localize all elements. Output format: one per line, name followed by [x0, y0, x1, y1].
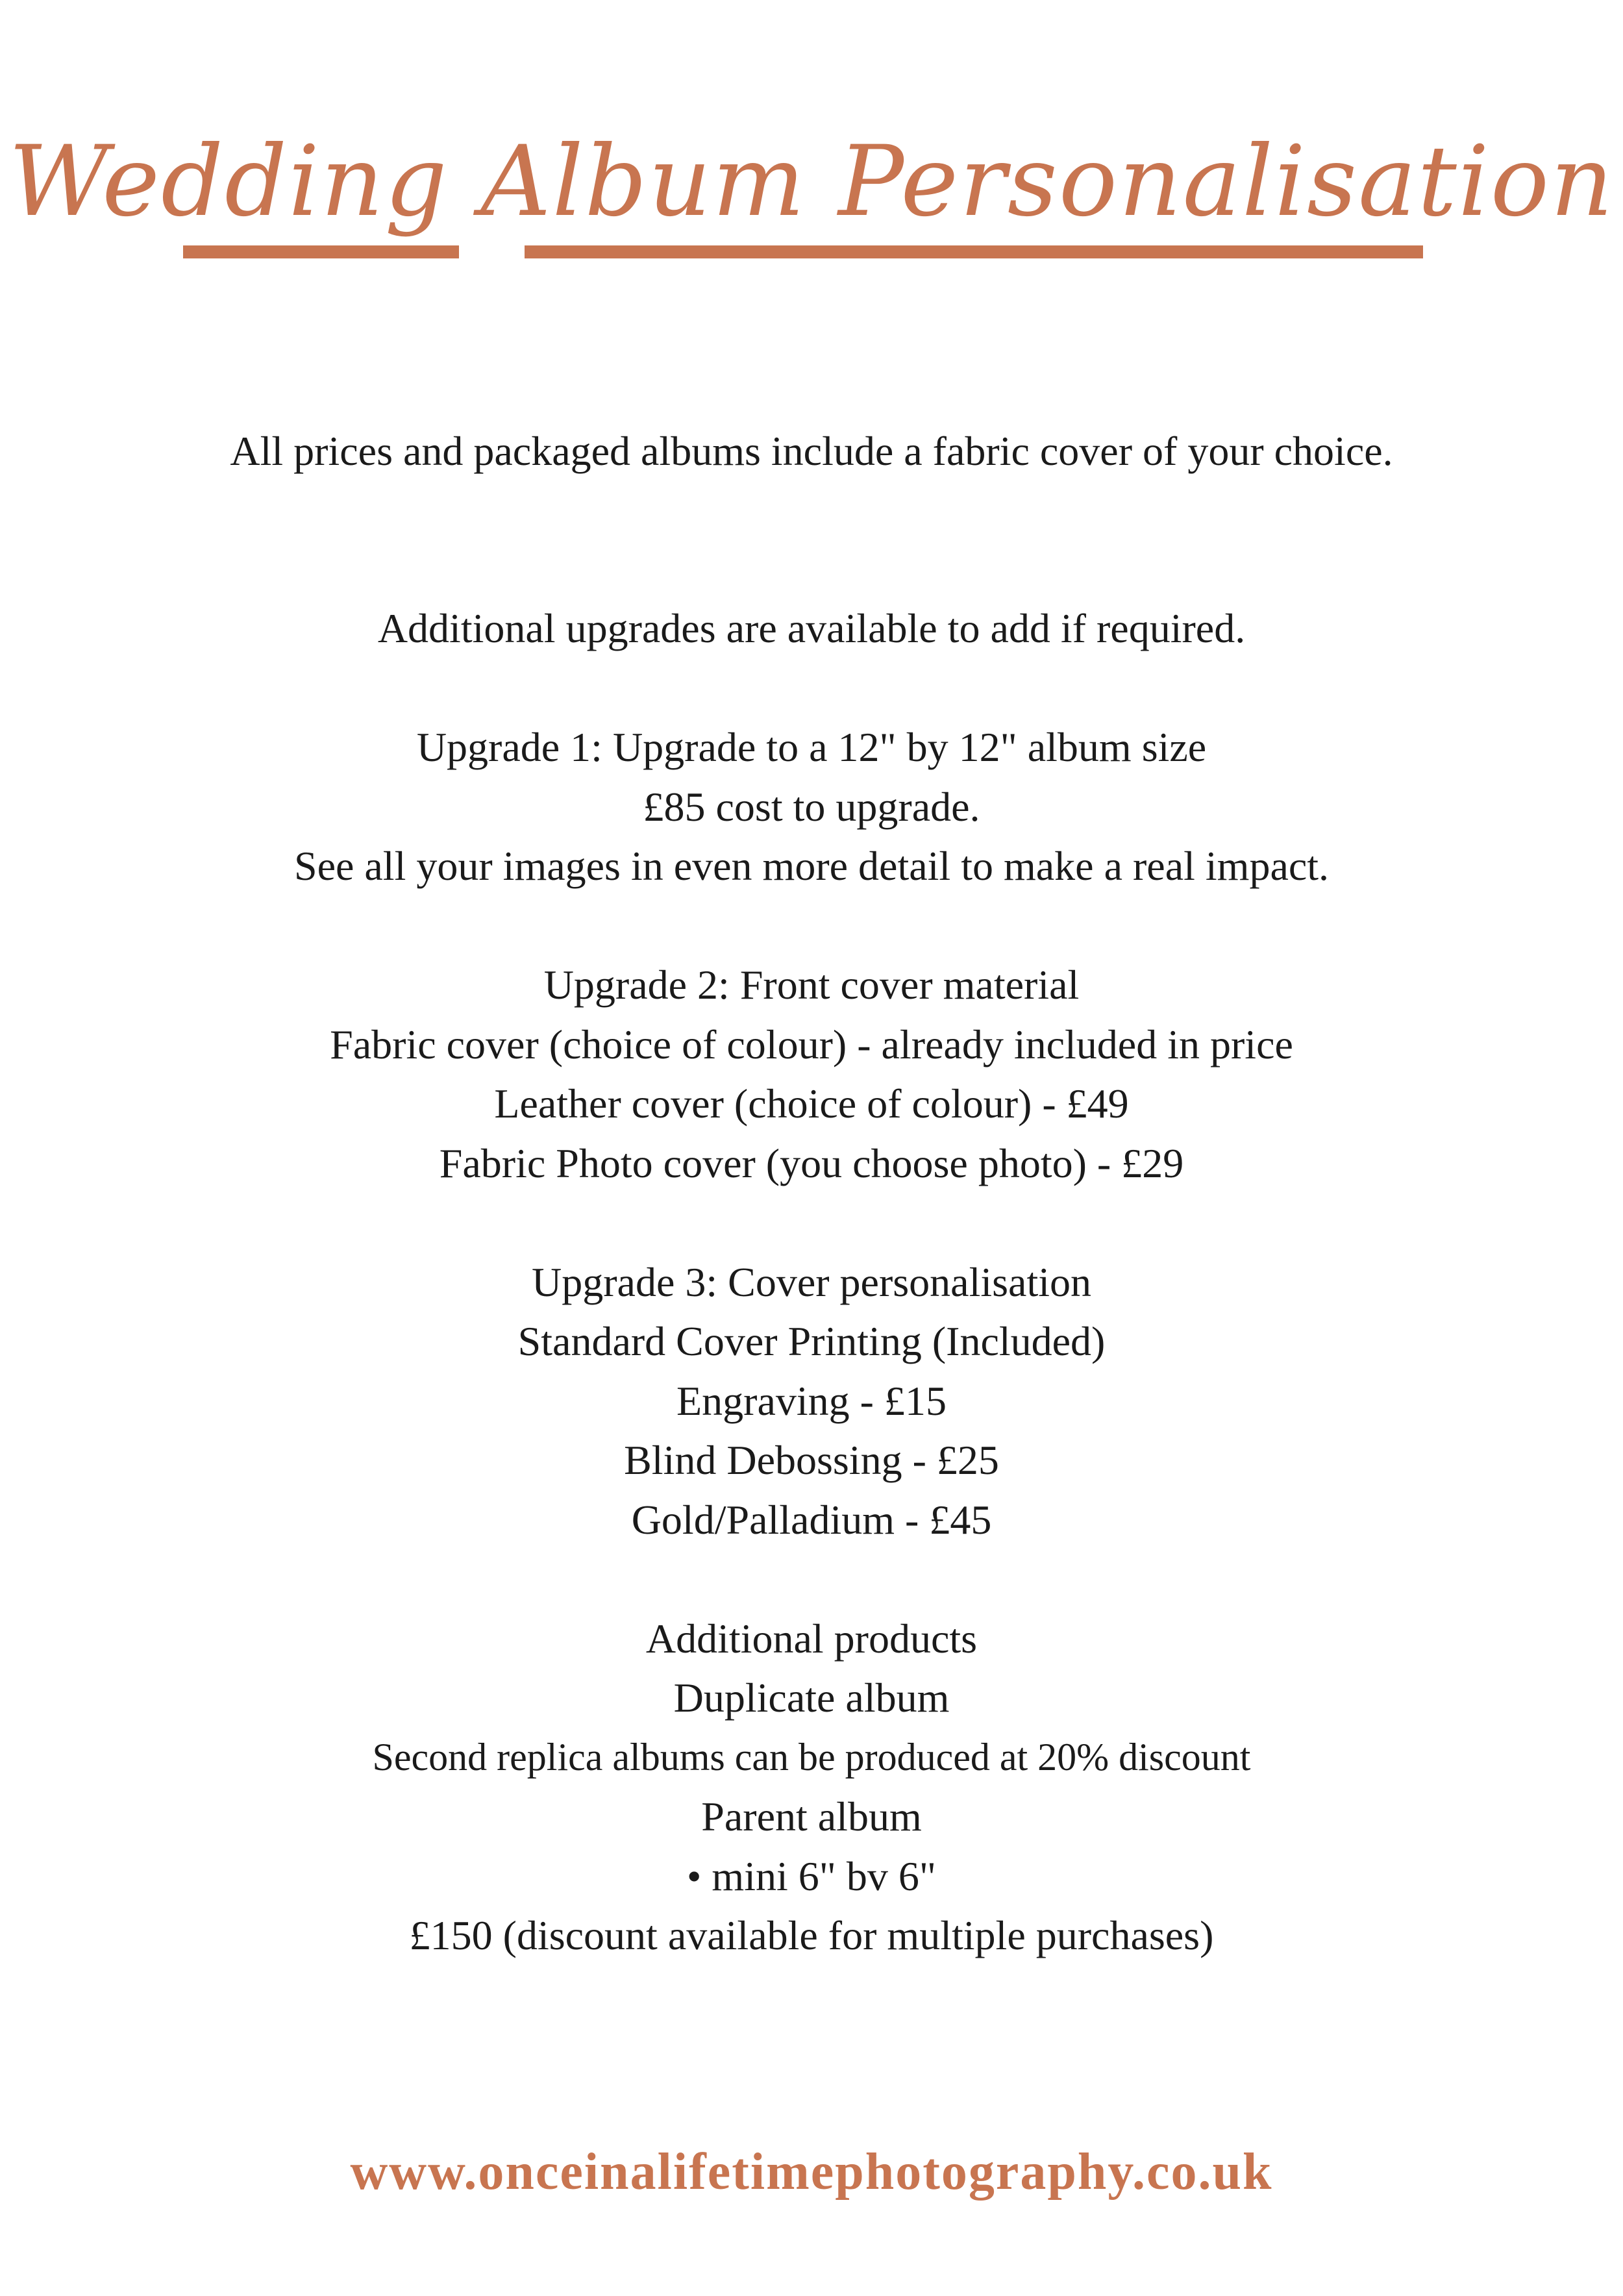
spacer — [0, 896, 1623, 956]
additional-heading: Additional products — [645, 1615, 978, 1662]
upgrade3-option: Standard Cover Printing (Included) — [517, 1318, 1106, 1364]
parent-album-size: • mini 6" bv 6" — [687, 1853, 936, 1899]
upgrade1-cost: £85 cost to upgrade. — [643, 783, 980, 830]
upgrade3-option: Blind Debossing - £25 — [624, 1437, 999, 1483]
upgrade2-option: Leather cover (choice of colour) - £49 — [494, 1080, 1129, 1127]
parent-album-title: Parent album — [701, 1793, 922, 1840]
upgrade1-heading: Upgrade 1: Upgrade to a 12" by 12" album size — [416, 724, 1207, 770]
upgrade3-heading: Upgrade 3: Cover personalisation — [532, 1258, 1091, 1305]
upgrade2-option: Fabric cover (choice of colour) - already included in price — [330, 1021, 1293, 1067]
page-title: Wedding Album Personalisation — [8, 125, 1615, 238]
title-underline-right — [525, 245, 1423, 258]
upgrade3-option: Gold/Palladium - £45 — [631, 1496, 992, 1543]
duplicate-album-title: Duplicate album — [673, 1675, 950, 1721]
spacer — [0, 1549, 1623, 1609]
spacer — [0, 658, 1623, 718]
parent-album-price: £150 (discount available for multiple purchases) — [409, 1912, 1214, 1958]
upgrade1-description: See all your images in even more detail to make a real impact. — [293, 843, 1330, 889]
upgrades-note: Additional upgrades are available to add if required. — [377, 605, 1246, 651]
upgrade2-heading: Upgrade 2: Front cover material — [543, 962, 1080, 1008]
website-link[interactable]: www.onceinalifetimephotography.co.uk — [350, 2143, 1273, 2201]
upgrade2-option: Fabric Photo cover (you choose photo) - £29 — [439, 1140, 1184, 1186]
upgrade3-option: Engraving - £15 — [676, 1377, 947, 1424]
intro-text: All prices and packaged albums include a fabric cover of your choice. — [230, 428, 1393, 474]
price-list — [0, 599, 1623, 1965]
title-underline-left — [183, 245, 459, 258]
spacer — [0, 1193, 1623, 1253]
duplicate-album-description: Second replica albums can be produced at 20% discount — [372, 1735, 1251, 1778]
